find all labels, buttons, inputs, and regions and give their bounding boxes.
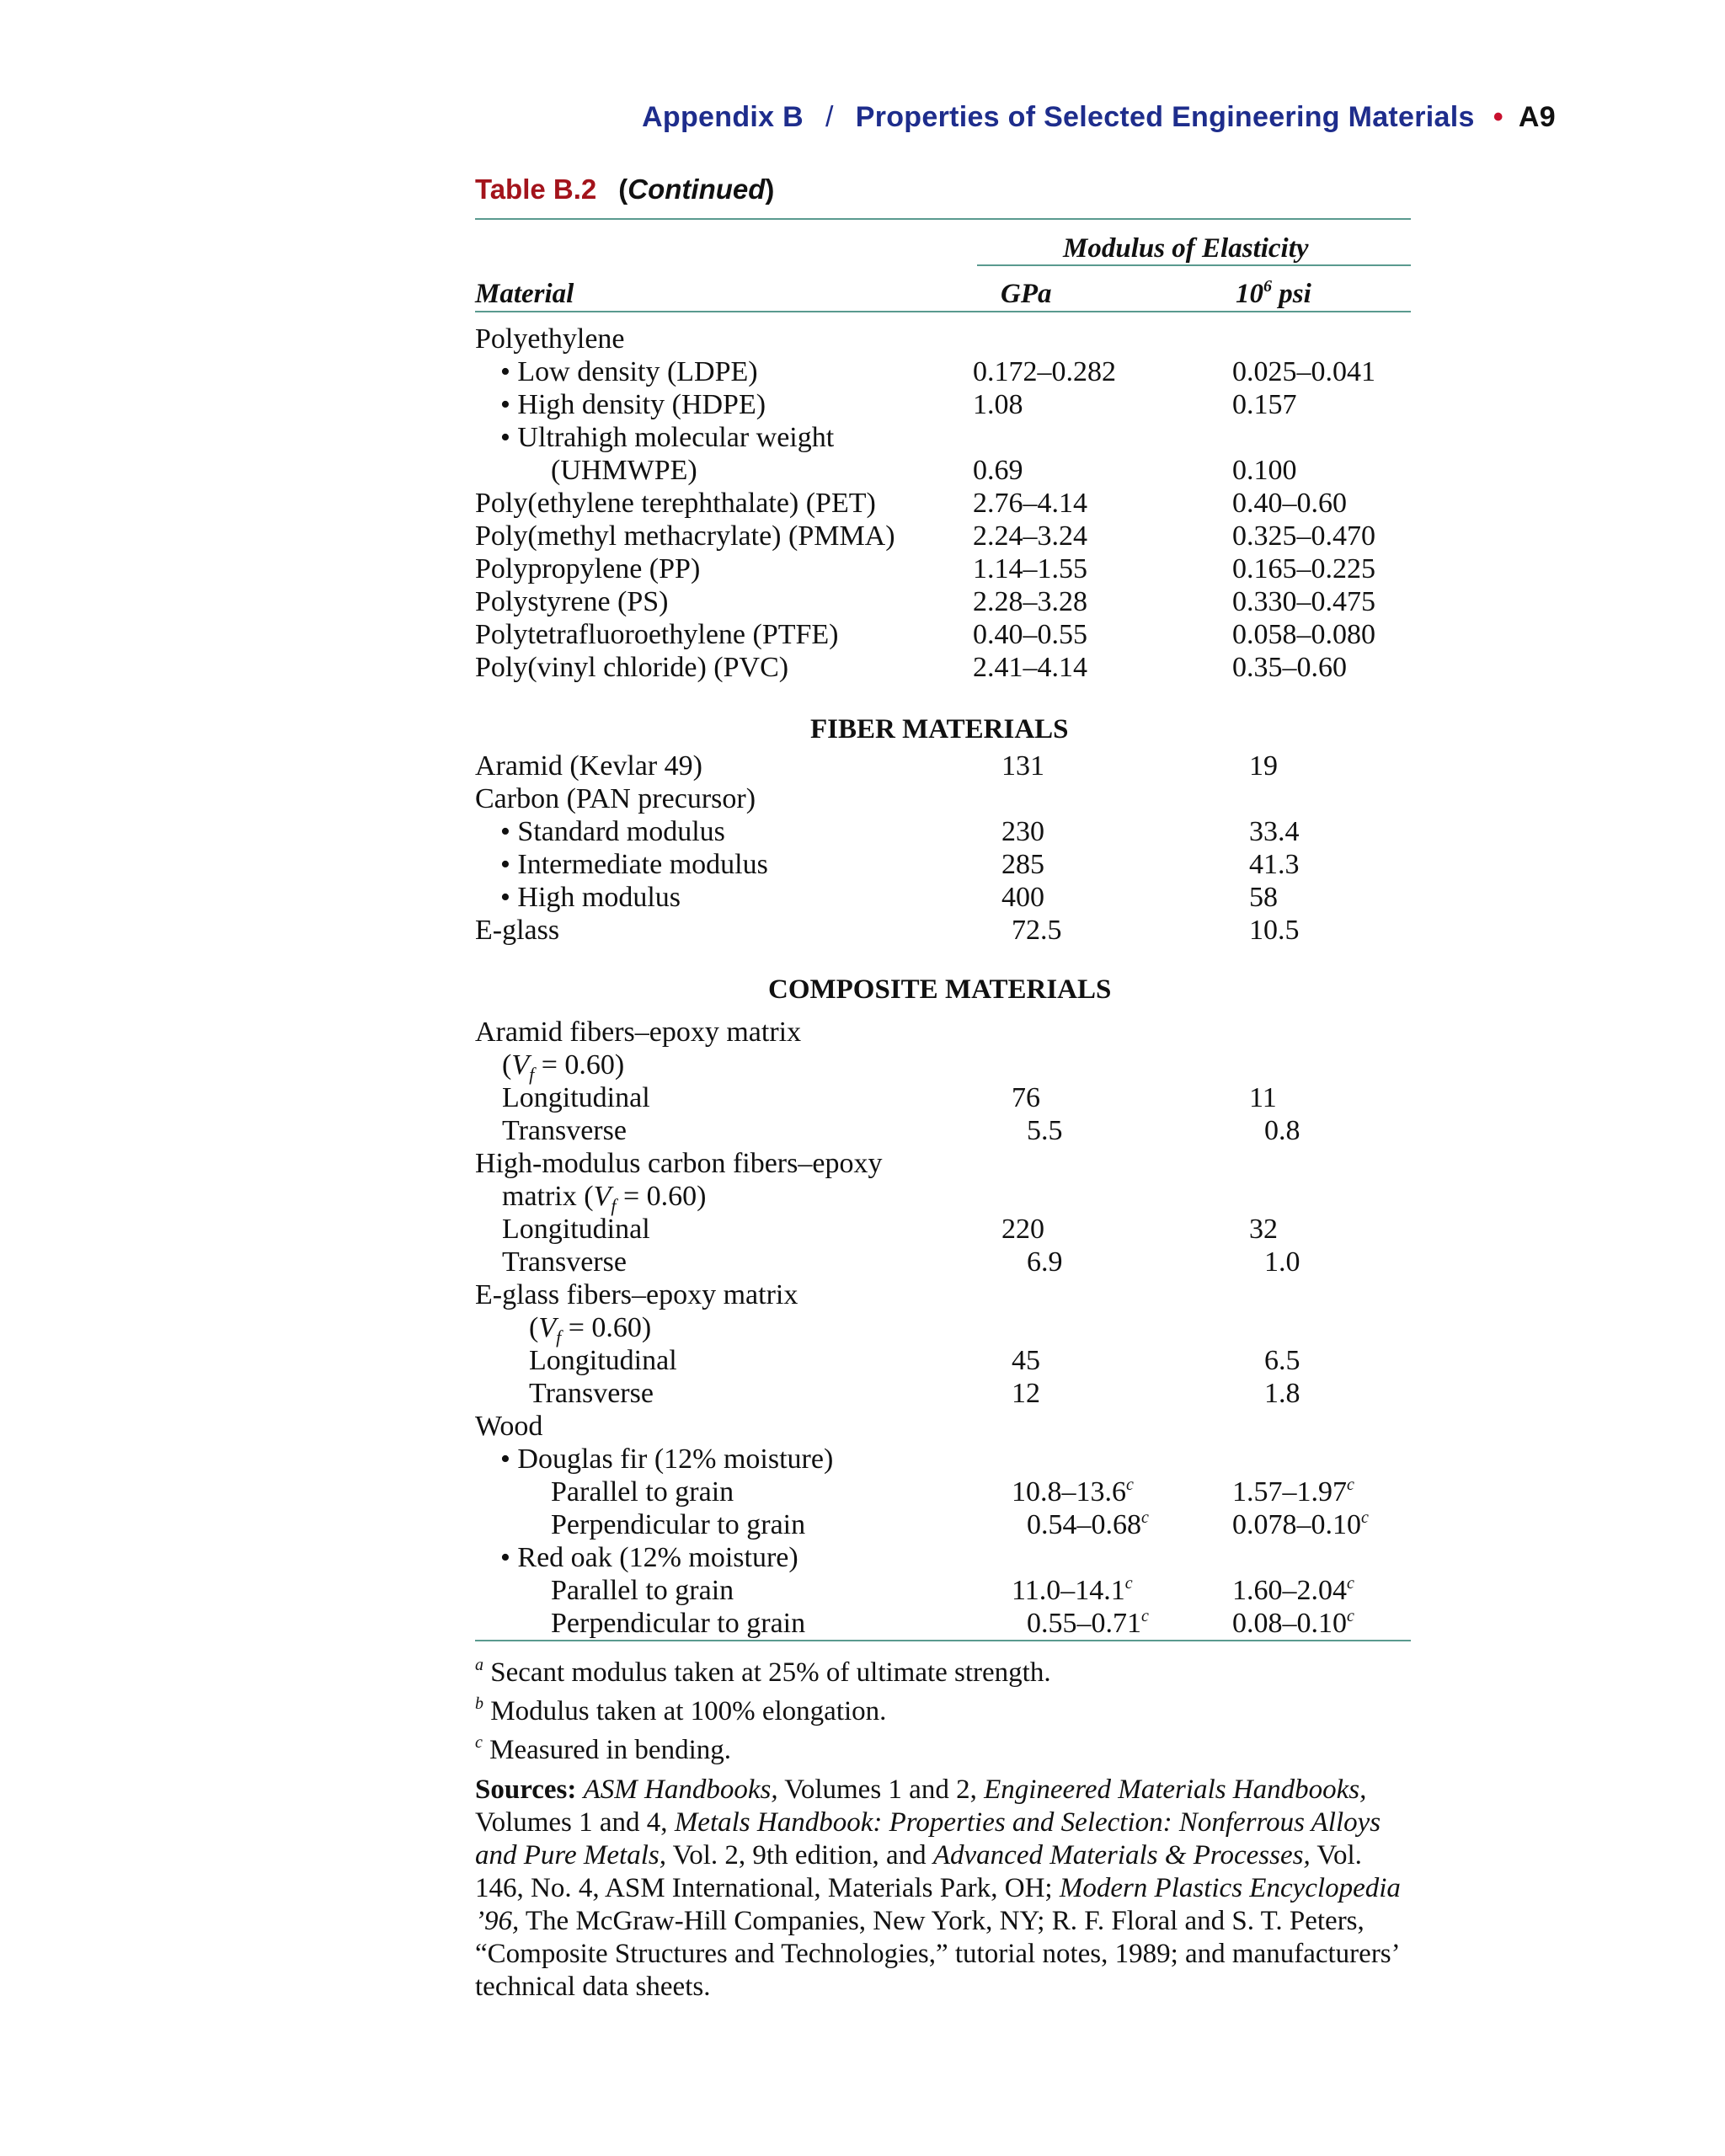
material-cell: matrix $(V_f = 0.60)$ [502,1181,707,1216]
psi-exponent: 6 [1263,277,1272,296]
gpa-cell: 2.24–3.24 [973,520,1087,552]
sources-segment: Engineered Materials Handbooks, [984,1774,1367,1805]
gpa-cell: 230 [1001,816,1044,847]
volume-fraction-symbol: V [538,1312,557,1343]
table-label: Table B.2 [475,173,597,205]
continued-label: (Continued) [618,173,775,205]
material-cell: Poly(ethylene terephthalate) (PET) [475,488,876,519]
column-header-gpa: GPa [1001,279,1052,309]
continued-text: Continued [628,173,766,205]
material-cell: Polypropylene (PP) [475,553,701,584]
volume-fraction-subscript: f [556,1326,562,1348]
psi-cell: 0.025–0.041 [1232,356,1375,387]
footnote-reference: c [1141,1508,1149,1527]
footnote-reference: c [1124,1574,1133,1593]
table-caption [475,173,774,205]
gpa-cell: 0.55–0.71$^c$ [1027,1607,1149,1639]
gpa-cell: 0.69 [973,455,1023,486]
material-cell: • Intermediate modulus [500,849,768,880]
gpa-cell: 2.41–4.14 [973,652,1087,683]
header-separator: / [825,101,834,133]
volume-fraction-symbol: V [593,1181,611,1212]
gpa-cell: 10.8–13.6$^c$ [1012,1476,1134,1508]
material-cell: Aramid (Kevlar 49) [475,750,703,782]
psi-unit: psi [1279,279,1311,309]
footnote-c [475,1731,1051,1769]
column-header-psi [1236,278,1311,311]
material-cell: • Ultrahigh molecular weight [500,422,835,453]
footnote-reference: c [1347,1476,1354,1494]
sources-segment: Volumes 1 and 2, [777,1774,985,1805]
volume-fraction-symbol: V [511,1049,530,1081]
material-cell: Poly(vinyl chloride) (PVC) [475,652,789,683]
material-cell: Polystyrene (PS) [475,586,669,617]
section-title: COMPOSITE MATERIALS [768,974,1112,1005]
psi-cell: 19 [1249,750,1278,782]
footnote-reference: c [1361,1508,1369,1527]
psi-cell: 1.0 [1264,1246,1300,1278]
gpa-cell: 285 [1001,849,1044,880]
material-cell: • Standard modulus [500,816,725,847]
footnote-b [475,1692,1051,1731]
material-cell: Polytetrafluoroethylene (PTFE) [475,619,839,650]
psi-cell: 58 [1249,882,1278,913]
gpa-cell: 400 [1001,882,1044,913]
footnote-reference: c [1347,1607,1354,1625]
gpa-cell: 2.28–3.28 [973,586,1087,617]
gpa-cell: 45 [1012,1345,1040,1376]
psi-cell: 0.08–0.10$^c$ [1232,1607,1354,1639]
running-head [642,101,1556,134]
footnote-mark: b [475,1694,483,1713]
table-top-rule [475,218,1411,220]
sources-segment: Vol. 2, 9th edition, and [666,1840,933,1870]
footnote-mark: a [475,1656,483,1674]
sources-segment: Metals Handbook: Properties and Selection: Nonferrous Alloys and Pure Metals, [475,1807,1381,1870]
column-header-rule [475,311,1411,312]
footnote-text: Modulus taken at 100% elongation. [490,1696,887,1726]
footnote-text: Measured in bending. [489,1735,731,1765]
material-cell: Transverse [529,1378,654,1409]
gpa-cell: 5.5 [1027,1115,1063,1146]
material-cell: Perpendicular to grain [551,1608,806,1639]
material-cell: $(V_f = 0.60)$ [502,1049,625,1085]
psi-base: 10 [1236,279,1263,309]
psi-cell: 0.165–0.225 [1232,553,1375,584]
material-cell: Parallel to grain [551,1476,734,1508]
material-cell: • High density (HDPE) [500,389,766,420]
material-cell: $(V_f = 0.60)$ [529,1312,652,1348]
material-cell: Wood [475,1411,543,1442]
sources-segment: Modern Plastics Encyclopedia ’96, [475,1873,1401,1936]
footnote-reference: c [1126,1476,1134,1494]
psi-cell: 41.3 [1249,849,1300,880]
material-cell: Transverse [502,1115,627,1146]
sources-segment: Advanced Materials & Processes, [932,1840,1311,1870]
material-cell: Perpendicular to grain [551,1509,806,1540]
material-cell: E-glass [475,915,560,946]
footnote-reference: c [1141,1607,1149,1625]
bullet-icon: • [1493,101,1503,133]
psi-cell: 32 [1249,1214,1278,1245]
gpa-cell: 0.172–0.282 [973,356,1116,387]
gpa-cell: 0.40–0.55 [973,619,1087,650]
gpa-cell: 1.08 [973,389,1023,420]
footnote-mark: c [475,1733,483,1752]
table-bottom-rule [475,1640,1411,1641]
material-cell: • Red oak (12% moisture) [500,1542,798,1573]
material-cell: (UHMWPE) [551,455,697,486]
psi-cell: 1.60–2.04$^c$ [1232,1574,1354,1606]
section-title: FIBER MATERIALS [810,714,1069,744]
sources-segment: Vol. 146, No. 4, ASM International, Materials Park, OH; [475,1840,1362,1903]
psi-cell: 33.4 [1249,816,1300,847]
gpa-cell: 76 [1012,1082,1040,1113]
sources-paragraph [475,1774,1414,2004]
material-cell: Carbon (PAN precursor) [475,783,756,814]
sources-label: Sources: [475,1774,577,1805]
material-cell: Parallel to grain [551,1575,734,1606]
appendix-title: Properties of Selected Engineering Materials [855,101,1475,133]
psi-cell: 0.157 [1232,389,1297,420]
psi-cell: 0.40–0.60 [1232,488,1347,519]
footnotes [475,1653,1051,1769]
psi-cell: 11 [1249,1082,1277,1113]
material-cell: • Low density (LDPE) [500,356,758,387]
material-cell: Longitudinal [502,1214,650,1245]
group-header-rule [977,264,1411,266]
material-cell: Longitudinal [529,1345,677,1376]
column-header-material: Material [475,279,574,309]
gpa-cell: 220 [1001,1214,1044,1245]
sources-segment: Volumes 1 and 4, [475,1807,675,1838]
footnote-reference: c [1347,1574,1354,1593]
gpa-cell: 12 [1012,1378,1040,1409]
psi-cell: 1.8 [1264,1378,1300,1409]
material-cell: Poly(methyl methacrylate) (PMMA) [475,520,895,552]
material-cell: High-modulus carbon fibers–epoxy [475,1148,883,1179]
gpa-cell: 1.14–1.55 [973,553,1087,584]
material-cell: Aramid fibers–epoxy matrix [475,1017,802,1048]
psi-cell: 6.5 [1264,1345,1300,1376]
psi-cell: 0.078–0.10$^c$ [1232,1508,1369,1540]
psi-cell: 0.100 [1232,455,1297,486]
psi-cell: 0.35–0.60 [1232,652,1347,683]
material-cell: • Douglas fir (12% moisture) [500,1444,834,1475]
psi-cell: 10.5 [1249,915,1300,946]
gpa-cell: 6.9 [1027,1246,1063,1278]
modulus-group-header: Modulus of Elasticity [1063,233,1309,264]
material-cell: Longitudinal [502,1082,650,1113]
sources-segment: ASM Handbooks, [583,1774,778,1805]
psi-cell: 0.058–0.080 [1232,619,1375,650]
psi-cell: 1.57–1.97$^c$ [1232,1476,1354,1508]
material-cell: E-glass fibers–epoxy matrix [475,1279,798,1310]
gpa-cell: 0.54–0.68$^c$ [1027,1508,1149,1540]
gpa-cell: 131 [1001,750,1044,782]
gpa-cell: 72.5 [1012,915,1062,946]
material-cell: Polyethylene [475,323,625,355]
material-cell: • High modulus [500,882,681,913]
gpa-cell: 11.0–14.1$^c$ [1012,1574,1133,1606]
psi-cell: 0.325–0.470 [1232,520,1375,552]
psi-cell: 0.8 [1264,1115,1300,1146]
material-cell: Transverse [502,1246,627,1278]
gpa-cell: 2.76–4.14 [973,488,1087,519]
sources-segment [576,1774,583,1805]
volume-fraction-subscript: f [611,1194,617,1216]
page-number: A9 [1518,101,1556,133]
volume-fraction-subscript: f [529,1063,535,1085]
appendix-label: Appendix B [642,101,804,133]
footnote-a [475,1653,1051,1692]
psi-cell: 0.330–0.475 [1232,586,1375,617]
sources-segment: The McGraw-Hill Companies, New York, NY; R. F. Floral and S. T. Peters, “Composite Structures and Technologies,” tutorial notes, 1989; and manufacturers’ technical data sheets. [475,1906,1399,2002]
footnote-text: Secant modulus taken at 25% of ultimate strength. [490,1657,1051,1688]
